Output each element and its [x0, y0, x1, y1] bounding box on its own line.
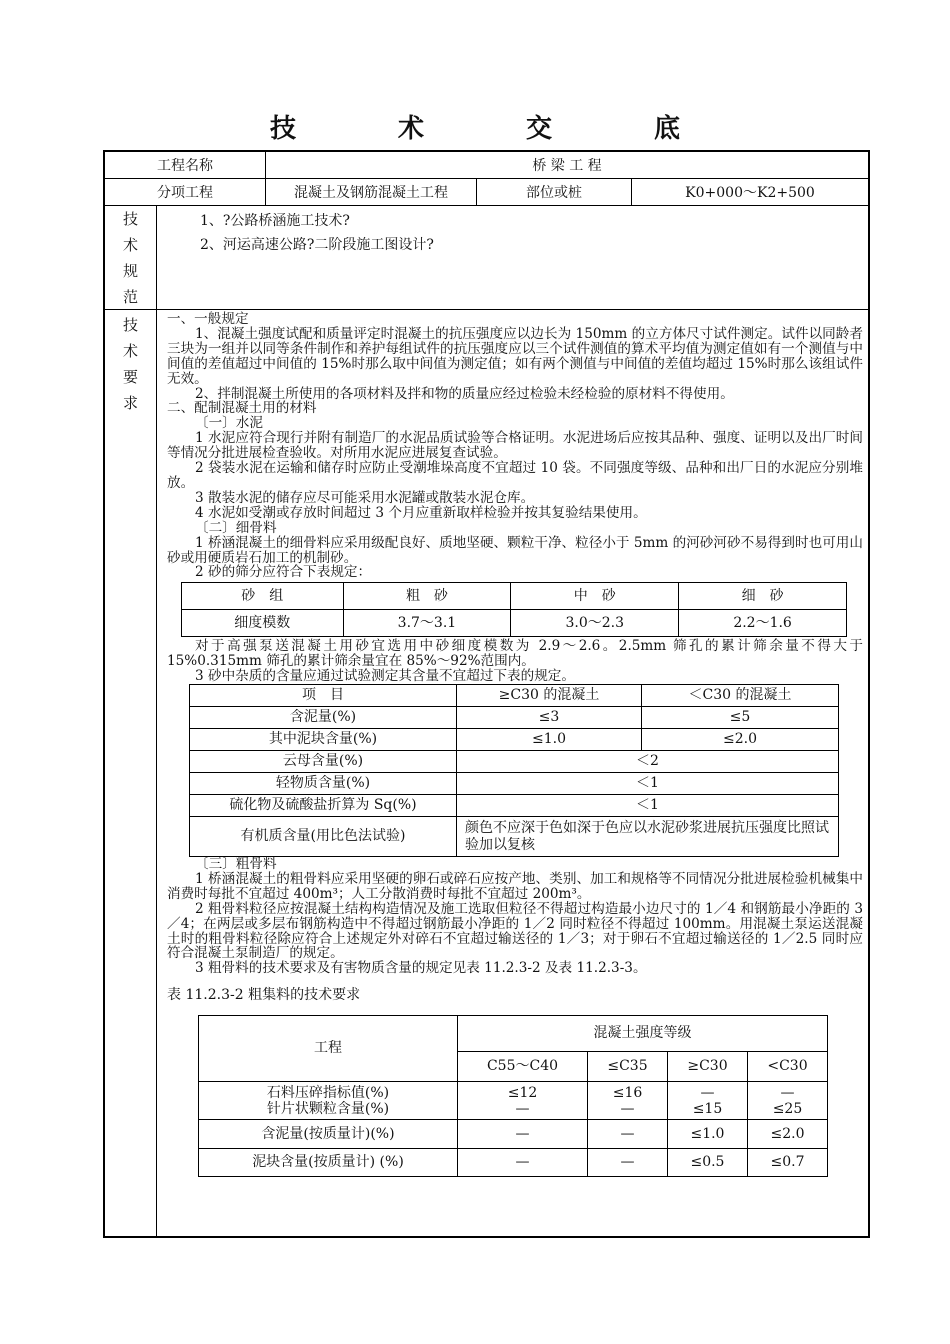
table-cell: — ≤25	[747, 1082, 827, 1120]
table-cell: ≤12 —	[458, 1082, 588, 1120]
table-header: 细 砂	[679, 583, 847, 610]
subsection-heading: 〔三〕粗骨料	[195, 856, 277, 873]
row-divider	[105, 205, 868, 206]
location-label: 部位或桩	[526, 185, 582, 201]
table-cell: 轻物质含量(%)	[190, 773, 457, 795]
subsection-heading: 〔一〕水泥	[195, 415, 263, 432]
sub-project-label: 分项工程	[157, 185, 213, 201]
table-header: 工程	[199, 1016, 458, 1082]
table-header: 粗 砂	[343, 583, 511, 610]
table-header: ≤C35	[588, 1052, 668, 1082]
paragraph: 对于高强泵送混凝土用砂宜选用中砂细度模数为 2.9～2.6。2.5mm 筛孔的累计筛余量不得大于 15%0.315mm 筛孔的累计筛余量宜在 85%～92%范围内。	[167, 638, 863, 670]
label-column-divider	[156, 206, 157, 1238]
paragraph: 2、拌制混凝土所使用的各项材料及拌和物的质量应经过检验未经检验的原材料不得使用。	[195, 385, 734, 402]
location-value: K0+000～K2+500	[685, 185, 815, 201]
table-cell: —	[588, 1120, 668, 1149]
table-cell: 其中泥块含量(%)	[190, 729, 457, 751]
specs-label: 技 术 规 范	[122, 210, 138, 306]
coarse-aggregate-table	[198, 1015, 828, 1177]
table-header: ＜C30 的混凝土	[642, 685, 839, 707]
subsection-heading: 〔二〕细骨料	[195, 519, 277, 536]
table-cell: 细度模数	[182, 610, 344, 637]
table-cell: ≤1.0	[667, 1120, 747, 1149]
paragraph: 1 桥涵混凝土的粗骨料应采用坚硬的卵石或碎石应按产地、类别、加工和规格等不同情况分批进展检验机械集中消费时每批不宜超过 400m³；人工分散消费时每批不宜超过 200m³。	[167, 870, 863, 902]
section-heading: 二、配制混凝土用的材料	[167, 400, 317, 417]
paragraph: 2 砂的筛分应符合下表规定：	[195, 564, 372, 581]
table-header: ≥C30	[667, 1052, 747, 1082]
table-cell: —	[458, 1120, 588, 1149]
table-cell: —	[588, 1149, 668, 1177]
table-cell: 泥块含量(按质量计) (%)	[199, 1149, 458, 1177]
table-caption: 表 11.2.3-2 粗集料的技术要求	[167, 987, 361, 1004]
table-cell: —	[458, 1149, 588, 1177]
section-heading: 一、一般规定	[167, 311, 249, 327]
paragraph: 2 粗骨料粒径应按混凝土结构构造情况及施工选取但粒径不得超过构造最小边尺寸的 1／4 和钢筋最小净距的 3／4；在两层或多层布钢筋构造中不得超过钢筋最小净距的 1／2 同时粒径不得超过 100mm。用混凝土泵运送混凝土时的粗骨料粒径除应符合上述规定外对碎石不宜超过输送径的 1／3；对于卵石不宜超过输送径的 1／2.5 同时应符合混凝土泵制造厂的规定。	[167, 900, 863, 962]
table-cell: ≤0.5	[667, 1149, 747, 1177]
row-divider	[105, 309, 868, 310]
table-header: 混凝土强度等级	[458, 1016, 828, 1052]
table-cell: 含泥量(%)	[190, 707, 457, 729]
table-cell: 3.7～3.1	[343, 610, 511, 637]
requirements-label: 技 术 要 求	[122, 316, 138, 412]
sub-project-value: 混凝土及钢筋混凝土工程	[294, 185, 448, 201]
table-cell: ≤2.0	[642, 729, 839, 751]
table-cell: ＜1	[457, 773, 839, 795]
table-cell: 含泥量(按质量计)(%)	[199, 1120, 458, 1149]
table-cell: — ≤15	[667, 1082, 747, 1120]
sand-impurity-table	[189, 684, 839, 857]
table-cell: 硫化物及硫酸盐折算为 Sq(%)	[190, 795, 457, 817]
sand-grading-table	[181, 582, 847, 637]
table-cell: 石料压碎指标值(%) 针片状颗粒含量(%)	[199, 1082, 458, 1120]
document-title: 技 术 交 底	[269, 114, 718, 144]
paragraph: 2 袋装水泥在运输和储存时应防止受潮堆垛高度不宜超过 10 袋。不同强度等级、品种和出厂日的水泥应分别堆放。	[167, 460, 863, 491]
project-name-label: 工程名称	[157, 158, 213, 174]
table-cell: ≤3	[457, 707, 642, 729]
table-cell: ≤1.0	[457, 729, 642, 751]
paragraph: 1、混凝土强度试配和质量评定时混凝土的抗压强度应以边长为 150mm 的立方体尺寸试件测定。试件以同龄者三块为一组并以同等条件制作和养护每组试件的抗压强度应以三个试件测值的算术平均值为测定值如有一个测值与中间值的差值超过中间值的 15%时那么取中间值为测定值；如有两个测值与中间值的差值均超过 15%时那么该组试件无效。	[167, 325, 863, 387]
paragraph: 3 散装水泥的储存应尽可能采用水泥罐或散装水泥仓库。	[195, 489, 535, 506]
table-cell: 有机质含量(用比色法试验)	[190, 817, 457, 857]
table-header: 项 目	[190, 685, 457, 707]
project-name-value: 桥 梁 工 程	[532, 158, 602, 174]
table-cell: ≤16 —	[588, 1082, 668, 1120]
table-cell: ＜2	[457, 751, 839, 773]
table-cell: ≤0.7	[747, 1149, 827, 1177]
spec-item: 1、?公路桥涵施工技术?	[200, 213, 350, 229]
table-cell: 颜色不应深于色如深于色应以水泥砂浆进展抗压强度比照试验加以复核	[457, 817, 839, 857]
disclosure-form	[103, 150, 870, 1238]
table-header: 中 砂	[511, 583, 679, 610]
spec-item: 2、河运高速公路?二阶段施工图设计?	[200, 237, 434, 253]
table-header: <C30	[747, 1052, 827, 1082]
paragraph: 3 砂中杂质的含量应通过试验测定其含量不宜超过下表的规定。	[195, 668, 575, 685]
table-cell: ＜1	[457, 795, 839, 817]
table-cell: 云母含量(%)	[190, 751, 457, 773]
table-cell: 2.2～1.6	[679, 610, 847, 637]
paragraph: 4 水泥如受潮或存放时间超过 3 个月应重新取样检验并按其复验结果使用。	[195, 504, 647, 521]
table-header: 砂 组	[182, 583, 344, 610]
table-cell: ≤5	[642, 707, 839, 729]
paragraph: 3 粗骨料的技术要求及有害物质含量的规定见表 11.2.3-2 及表 11.2.3-3。	[195, 960, 647, 977]
table-header: C55～C40	[458, 1052, 588, 1082]
requirements-content	[167, 312, 863, 1177]
paragraph: 1 桥涵混凝土的细骨料应采用级配良好、质地坚硬、颗粒干净、粒径小于 5mm 的河砂河砂不易得到时也可用山砂或用硬质岩石加工的机制砂。	[167, 534, 863, 566]
table-cell: 3.0～2.3	[511, 610, 679, 637]
table-header: ≥C30 的混凝土	[457, 685, 642, 707]
paragraph: 1 水泥应符合现行并附有制造厂的水泥品质试验等合格证明。水泥进场后应按其品种、强度、证明以及出厂时间等情况分批进展检查验收。对所用水泥应进展复查试验。	[167, 430, 863, 462]
table-cell: ≤2.0	[747, 1120, 827, 1149]
